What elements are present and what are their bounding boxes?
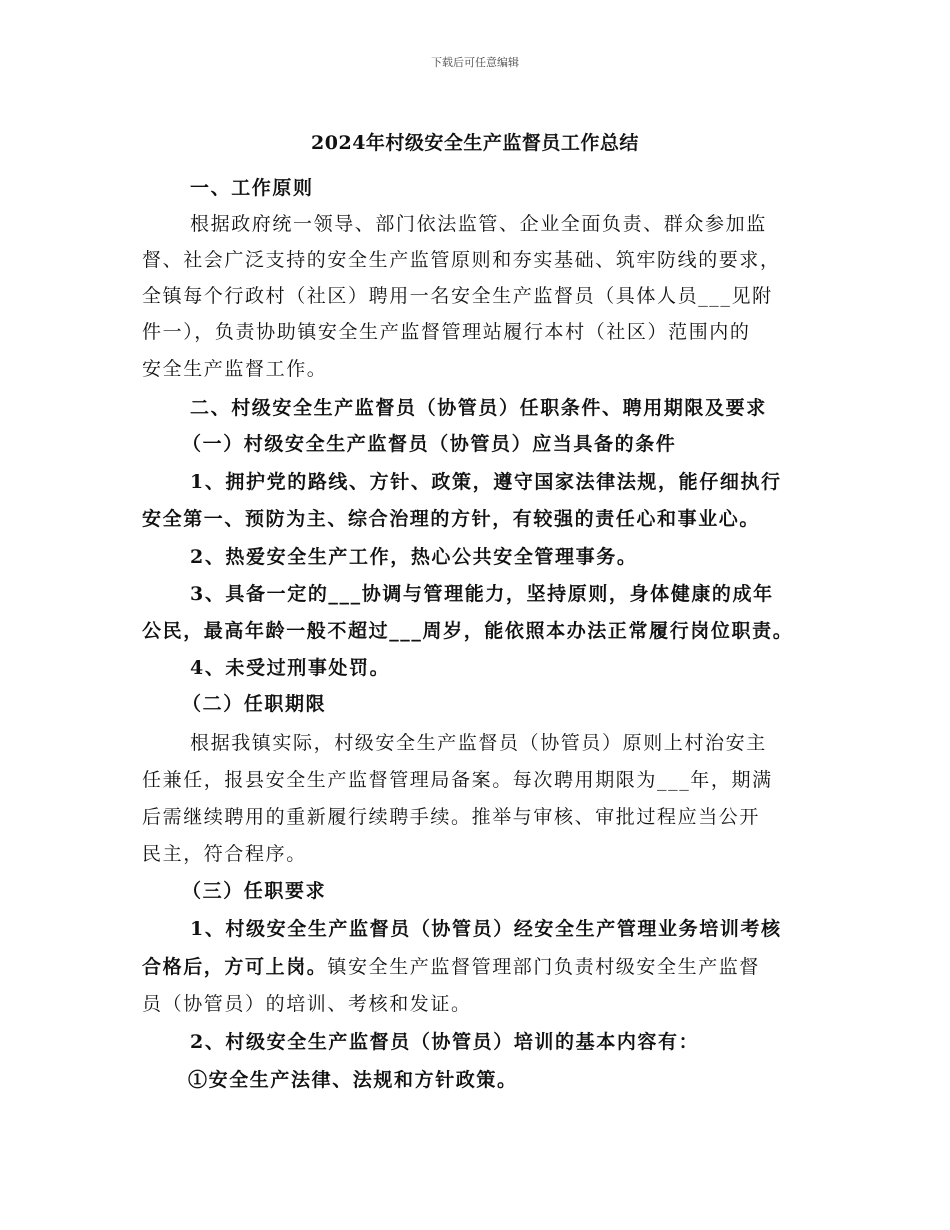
body-line [142, 879, 862, 903]
body-line [142, 842, 822, 866]
body-line [142, 1068, 868, 1092]
body-line-text: 3、具备一定的___协调与管理能力，坚持原则，身体健康的成年 [190, 583, 774, 605]
body-line [142, 357, 822, 381]
body-line-text: 根据政府统一领导、部门依法监管、企业全面负责、群众参加监 [190, 213, 767, 235]
body-line [142, 396, 870, 420]
body-line [142, 320, 822, 344]
body-line [142, 805, 822, 829]
body-line-text-tail: 镇安全生产监督管理部门负责村级安全生产监督 [327, 956, 761, 978]
document-title: 2024年村级安全生产监督员工作总结 [311, 132, 639, 154]
body-line [142, 545, 870, 569]
body-line-text: 公民，最高年龄一般不超过___周岁，能依照本办法正常履行岗位职责。 [142, 620, 794, 642]
body-line [142, 1030, 870, 1054]
page-header: 下载后可任意编辑 [431, 56, 519, 69]
body-line-text: 一、工作原则 [190, 177, 314, 199]
body-line-text: 1、拥护党的路线、方针、政策，遵守国家法律法规，能仔细执行 [190, 471, 782, 493]
body-line-text: 2、村级安全生产监督员（协管员）培训的基本内容有： [190, 1031, 700, 1053]
body-line-text: （三）任职要求 [182, 880, 327, 902]
body-line [142, 248, 822, 272]
body-line [142, 432, 862, 456]
body-line-text: 全镇每个行政村（社区）聘用一名安全生产监督员（具体人员___见附 [142, 285, 773, 307]
body-line-text: ①安全生产法律、法规和方针政策。 [188, 1069, 518, 1091]
body-line-text: 根据我镇实际，村级安全生产监督员（协管员）原则上村治安主 [190, 732, 767, 754]
body-line-text: 任兼任，报县安全生产监督管理局备案。每次聘用期限为___年，期满 [142, 769, 773, 791]
body-line [142, 619, 822, 643]
body-line-text: 安全第一、预防为主、综合治理的方针，有较强的责任心和事业心。 [142, 508, 761, 530]
body-line-text: 督、社会广泛支持的安全生产监管原则和夯实基础、筑牢防线的要求， [142, 249, 781, 271]
body-line-text: 二、村级安全生产监督员（协管员）任职条件、聘用期限及要求 [190, 397, 767, 419]
body-line [142, 692, 862, 716]
body-line [142, 470, 870, 494]
body-line [142, 917, 870, 941]
body-line [142, 656, 870, 680]
body-line-text: （一）村级安全生产监督员（协管员）应当具备的条件 [182, 433, 677, 455]
body-line [142, 955, 822, 979]
body-line-text: 员（协管员）的培训、考核和发证。 [142, 993, 472, 1015]
body-line [142, 176, 870, 200]
body-line-text: 1、村级安全生产监督员（协管员）经安全生产管理业务培训考核 [190, 918, 782, 940]
body-line [142, 582, 870, 606]
body-line-text: （二）任职期限 [182, 693, 327, 715]
body-line-text: 件一），负责协助镇安全生产监督管理站履行本村（社区）范围内的 [142, 321, 751, 343]
body-line [142, 507, 822, 531]
body-line [142, 212, 870, 236]
body-line-text: 安全生产监督工作。 [142, 358, 328, 380]
body-line-text: 民主，符合程序。 [142, 843, 307, 865]
body-line-text: 后需继续聘用的重新履行续聘手续。推举与审核、审批过程应当公开 [142, 806, 761, 828]
body-line [142, 284, 822, 308]
body-line [142, 731, 870, 755]
body-line [142, 768, 822, 792]
body-line-text: 4、未受过刑事处罚。 [190, 657, 391, 679]
body-line-text: 2、热爱安全生产工作，热心公共安全管理事务。 [190, 546, 638, 568]
body-line [142, 992, 822, 1016]
body-line-text: 合格后，方可上岗。 [142, 956, 328, 978]
